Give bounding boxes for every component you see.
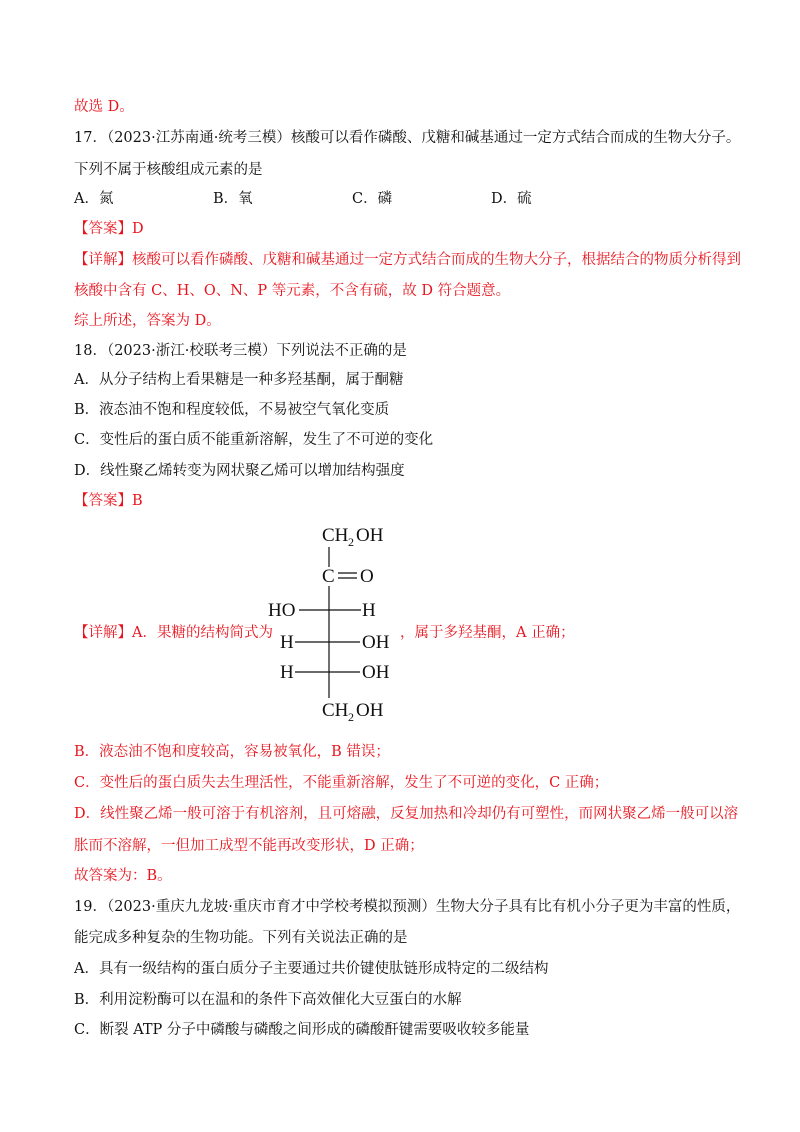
q19-option-a: A．具有一级结构的蛋白质分子主要通过共价键使肽链形成特定的二级结构	[74, 961, 549, 977]
q19-stem-line2: 能完成多种复杂的生物功能。下列有关说法正确的是	[74, 930, 408, 946]
q17-option-c: C．磷	[352, 191, 393, 207]
q18-option-b: B．液态油不饱和程度较低，不易被空气氧化变质	[74, 402, 390, 418]
q18-detail-b: B．液态油不饱和度较高，容易被氧化，B 错误；	[74, 744, 390, 760]
structure-row3-right: H	[362, 600, 376, 621]
q17-stem-line1: 17．（2023·江苏南通·统考三模）核酸可以看作磷酸、戊糖和碱基通过一定方式结合而成的生物大分子。	[74, 130, 741, 146]
q17-options	[74, 189, 630, 209]
structure-top-subscript: 2	[348, 535, 354, 549]
q18-detail-d-line2: 胀而不溶解，一但加工成型不能再改变形状，D 正确；	[74, 838, 424, 854]
structure-row4-left: H	[280, 632, 294, 653]
q18-detail-d-line1: D．线性聚乙烯一般可溶于有机溶剂，且可熔融，反复加热和冷却仍有可塑性，而网状聚乙烯一般可以溶	[74, 806, 739, 822]
structure-row3-left: HO	[268, 600, 296, 621]
q18-detail-a-prefix: 【详解】A．果糖的结构简式为	[74, 625, 273, 641]
q17-stem-line2: 下列不属于核酸组成元素的是	[74, 162, 263, 178]
structure-top-ch: CH	[322, 525, 349, 546]
q19-option-b: B．利用淀粉酶可以在温和的条件下高效催化大豆蛋白的水解	[74, 992, 462, 1008]
structure-bottom-ch: CH	[322, 700, 349, 721]
q18-detail-a	[74, 520, 734, 730]
q17-summary: 综上所述，答案为 D。	[74, 313, 221, 329]
q17-option-a: A．氮	[74, 191, 114, 207]
structure-row5-right: OH	[362, 662, 390, 683]
q18-conclusion: 故答案为：B。	[74, 868, 172, 884]
q19-stem-line1: 19．（2023·重庆九龙坡·重庆市育才中学校考模拟预测）生物大分子具有比有机小分子更为丰富的性质，	[74, 899, 741, 915]
previous-answer-conclusion: 故选 D。	[74, 99, 134, 115]
q17-detail-line1: 【详解】核酸可以看作磷酸、戊糖和碱基通过一定方式结合而成的生物大分子，根据结合的物质分析得到	[74, 252, 741, 268]
q18-option-a: A．从分子结构上看果糖是一种多羟基酮，属于酮糖	[74, 372, 404, 388]
q17-detail-line2: 核酸中含有 C、H、O、N、P 等元素，不含有硫，故 D 符合题意。	[74, 283, 511, 299]
structure-row5-left: H	[280, 662, 294, 683]
structure-bottom-oh: OH	[356, 700, 384, 721]
fructose-structure	[266, 520, 406, 730]
q18-option-d: D．线性聚乙烯转变为网状聚乙烯可以增加结构强度	[74, 463, 405, 479]
structure-bottom-subscript: 2	[348, 710, 354, 724]
q19-option-c: C．断裂 ATP 分子中磷酸与磷酸之间形成的磷酸酐键需要吸收较多能量	[74, 1022, 530, 1038]
structure-top-oh: OH	[356, 525, 384, 546]
q18-stem: 18．（2023·浙江·校联考三模）下列说法不正确的是	[74, 343, 407, 359]
structure-carbonyl-o: O	[360, 566, 374, 587]
q18-answer: 【答案】B	[74, 493, 143, 509]
structure-row4-right: OH	[362, 632, 390, 653]
q17-option-d: D．硫	[491, 191, 532, 207]
q17-answer: 【答案】D	[74, 221, 144, 237]
q18-detail-a-suffix: ，属于多羟基酮，A 正确；	[400, 625, 575, 641]
structure-carbonyl-c: C	[322, 566, 335, 587]
q17-option-b: B．氧	[213, 191, 253, 207]
q18-detail-c: C．变性后的蛋白质失去生理活性，不能重新溶解，发生了不可逆的变化，C 正确；	[74, 775, 609, 791]
q18-option-c: C．变性后的蛋白质不能重新溶解，发生了不可逆的变化	[74, 432, 434, 448]
